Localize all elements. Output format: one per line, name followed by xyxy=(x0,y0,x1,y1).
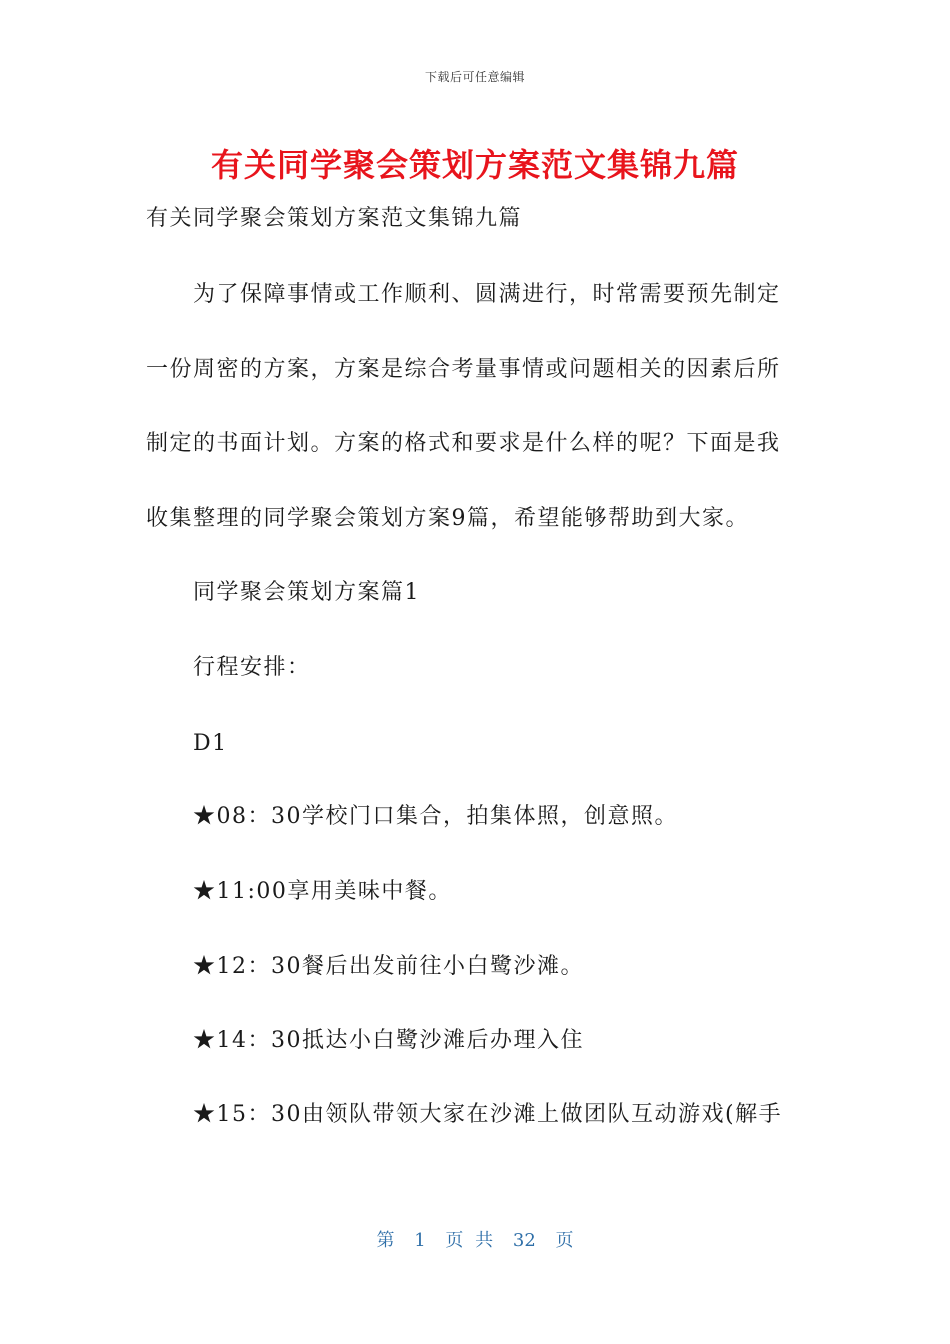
section-heading: 同学聚会策划方案篇1 xyxy=(193,580,420,605)
subtitle-line: 有关同学聚会策划方案范文集锦九篇 xyxy=(146,206,523,231)
intro-line-1: 为了保障事情或工作顺利、圆满进行，时常需要预先制定 xyxy=(193,282,781,307)
footer-page-number: 1 xyxy=(414,1230,426,1251)
intro-line-3: 制定的书面计划。方案的格式和要求是什么样的呢？下面是我 xyxy=(146,431,781,456)
schedule-label: 行程安排： xyxy=(193,655,311,680)
intro-line-2: 一份周密的方案，方案是综合考量事情或问题相关的因素后所 xyxy=(146,357,781,382)
page-footer xyxy=(0,1226,950,1252)
schedule-item: ★11:00享用美味中餐。 xyxy=(193,879,452,904)
header-note: 下载后可任意编辑 xyxy=(424,70,525,84)
schedule-item: ★15：30由领队带领大家在沙滩上做团队互动游戏(解手 xyxy=(193,1102,783,1127)
document-title: 有关同学聚会策划方案范文集锦九篇 xyxy=(210,146,739,184)
day-label: D1 xyxy=(193,731,228,756)
footer-total-pages: 32 xyxy=(512,1230,536,1251)
footer-middle: 页 共 xyxy=(445,1230,494,1251)
schedule-item: ★12：30餐后出发前往小白鹭沙滩。 xyxy=(193,954,584,979)
intro-line-4: 收集整理的同学聚会策划方案9篇，希望能够帮助到大家。 xyxy=(146,506,749,531)
footer-suffix: 页 xyxy=(555,1230,574,1251)
schedule-item: ★08：30学校门口集合，拍集体照，创意照。 xyxy=(193,804,678,829)
footer-prefix: 第 xyxy=(376,1230,395,1251)
schedule-item: ★14：30抵达小白鹭沙滩后办理入住 xyxy=(193,1028,584,1053)
